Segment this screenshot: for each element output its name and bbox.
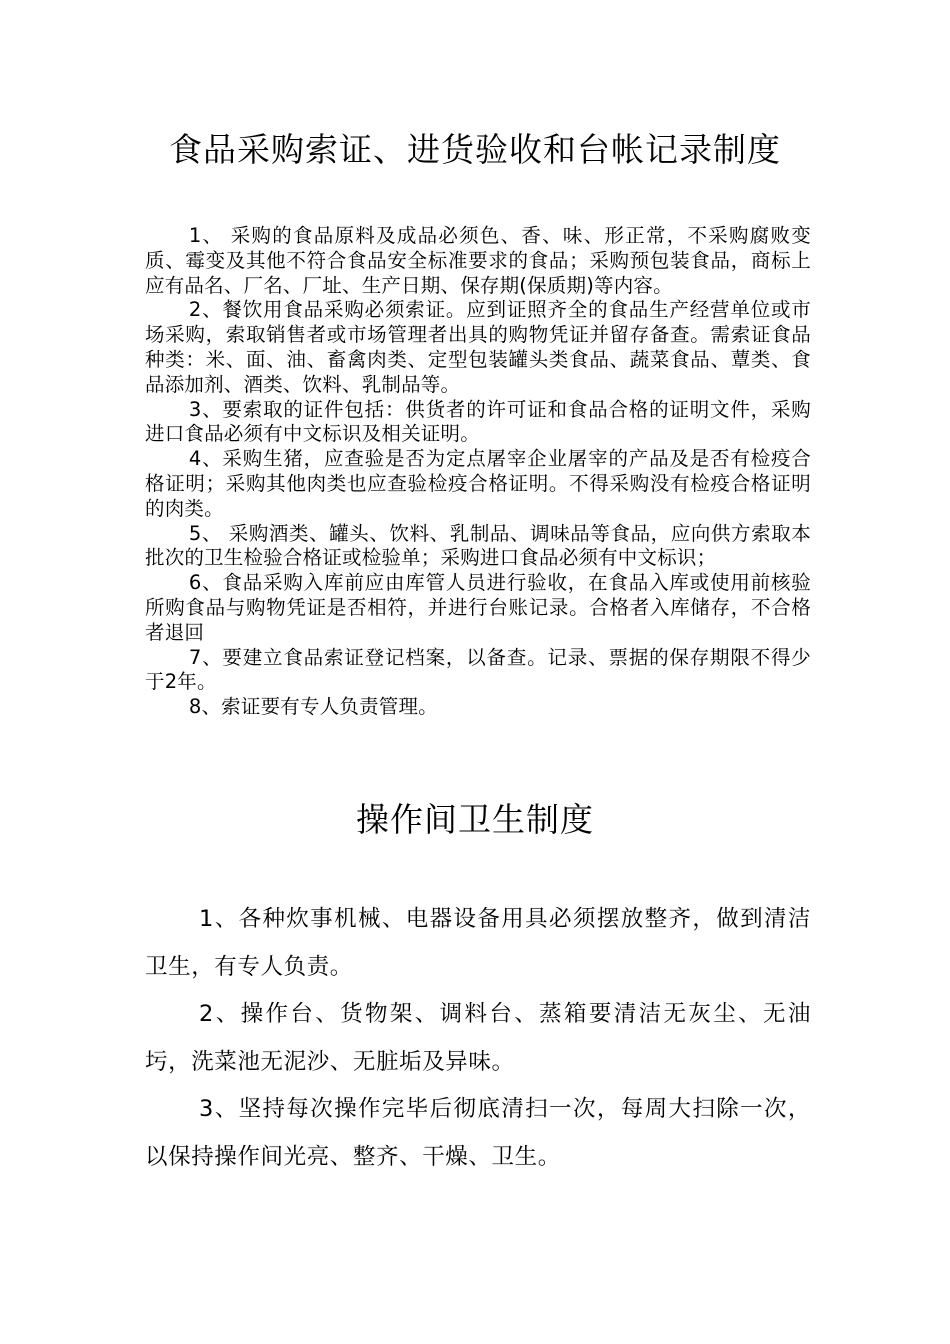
hygiene-item-3: 3、坚持每次操作完毕后彻底清扫一次，每周大扫除一次，以保持操作间光亮、整齐、干燥、卫生。 <box>145 1096 811 1170</box>
kitchen-hygiene-title: 操作间卫生制度 <box>356 800 594 839</box>
policy-item-3: 3、要索取的证件包括：供货者的许可证和食品合格的证明文件，采购进口食品必须有中文标识及相关证明。 <box>145 397 811 446</box>
policy-item-7: 7、要建立食品索证登记档案，以备查。记录、票据的保存期限不得少于2年。 <box>145 645 811 694</box>
policy-item-2: 2、餐饮用食品采购必须索证。应到证照齐全的食品生产经营单位或市场采购，索取销售者或市场管理者出具的购物凭证并留存备查。需索证食品种类：米、面、油、畜禽肉类、定型包装罐头类食品、蔬菜食品、蕈类、食品添加剂、酒类、饮料、乳制品等。 <box>145 298 811 396</box>
procurement-policy-body <box>145 224 811 720</box>
policy-item-1: 1、 采购的食品原料及成品必须色、香、味、形正常，不采购腐败变质、霉变及其他不符合食品安全标准要求的食品；采购预包装食品，商标上应有品名、厂名、厂址、生产日期、保存期(保质期)等内容。 <box>145 224 811 297</box>
hygiene-item-2: 2、操作台、货物架、调料台、蒸箱要清洁无灰尘、无油圬，洗菜池无泥沙、无脏垢及异味。 <box>145 1001 811 1075</box>
policy-item-6: 6、食品采购入库前应由库管人员进行验收，在食品入库或使用前核验所购食品与购物凭证是否相符，并进行台账记录。合格者入库储存，不合格者退回 <box>145 571 811 644</box>
hygiene-item-1: 1、各种炊事机械、电器设备用具必须摆放整齐，做到清洁卫生，有专人负责。 <box>145 906 811 980</box>
kitchen-hygiene-body <box>145 896 811 1181</box>
policy-item-8: 8、索证要有专人负责管理。 <box>188 695 438 719</box>
policy-item-5: 5、 采购酒类、罐头、饮料、乳制品、调味品等食品，应向供方索取本批次的卫生检验合格证或检验单；采购进口食品必须有中文标识； <box>145 521 811 570</box>
procurement-policy-title: 食品采购索证、进货验收和台帐记录制度 <box>169 130 781 169</box>
policy-item-4: 4、采购生猪，应查验是否为定点屠宰企业屠宰的产品及是否有检疫合格证明；采购其他肉类也应查验检疫合格证明。不得采购没有检疫合格证明的肉类。 <box>145 447 811 520</box>
